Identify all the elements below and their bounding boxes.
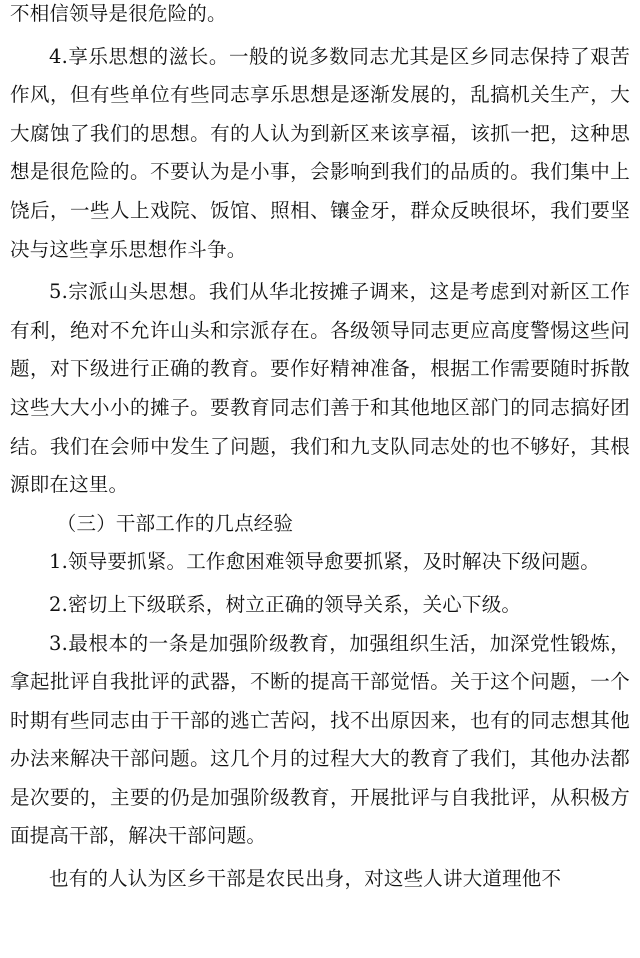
paragraph-experience-3: 3.最根本的一条是加强阶级教育，加强组织生活，加深党性锻炼，拿起批评自我批评的武器，不断的提高干部觉悟。关于这个问题，一个时期有些同志由于干部的逃亡苦闷，找不出原因来，也有的同志想其他办法来解决干部问题。这几个月的过程大大的教育了我们，其他办法都是次要的，主要的仍是加强阶级教育，开展批评与自我批评，从积极方面提高干部，解决干部问题。 — [10, 631, 630, 848]
paragraph-experience-2: 2.密切上下级联系，树立正确的领导关系，关心下级。 — [49, 592, 522, 616]
paragraph-item-5-factionalism: 5.宗派山头思想。我们从华北按摊子调来，这是考虑到对新区工作有利，绝对不允许山头和宗派存在。各级领导同志更应高度警惕这些问题，对下级进行正确的教育。要作好精神准备，根据工作需要随时拆散这些大大小小的摊子。要教育同志们善于和其他地区部门的同志搞好团结。我们在会师中发生了问题，我们和九支队同志处的也不够好，其根源即在这里。 — [10, 280, 630, 497]
section-heading-cadre-experience: （三）干部工作的几点经验 — [56, 511, 294, 535]
paragraph-final-partial: 也有的人认为区乡干部是农民出身，对这些人讲大道理他不 — [49, 867, 562, 891]
paragraph-experience-1: 1.领导要抓紧。工作愈困难领导愈要抓紧，及时解决下级问题。 — [49, 550, 600, 574]
paragraph-continuation: 不相信领导是很危险的。 — [10, 2, 227, 25]
paragraph-item-4-hedonism: 4.享乐思想的滋长。一般的说多数同志尤其是区乡同志保持了艰苦作风，但有些单位有些同志享乐思想是逐渐发展的，乱搞机关生产，大大腐蚀了我们的思想。有的人认为到新区来该享福，该抓一把，这种思想是很危险的。不要认为是小事，会影响到我们的品质的。我们集中上饶后，一些人上戏院、饭馆、照相、镶金牙，群众反映很坏，我们要坚决与这些享乐思想作斗争。 — [10, 44, 630, 261]
